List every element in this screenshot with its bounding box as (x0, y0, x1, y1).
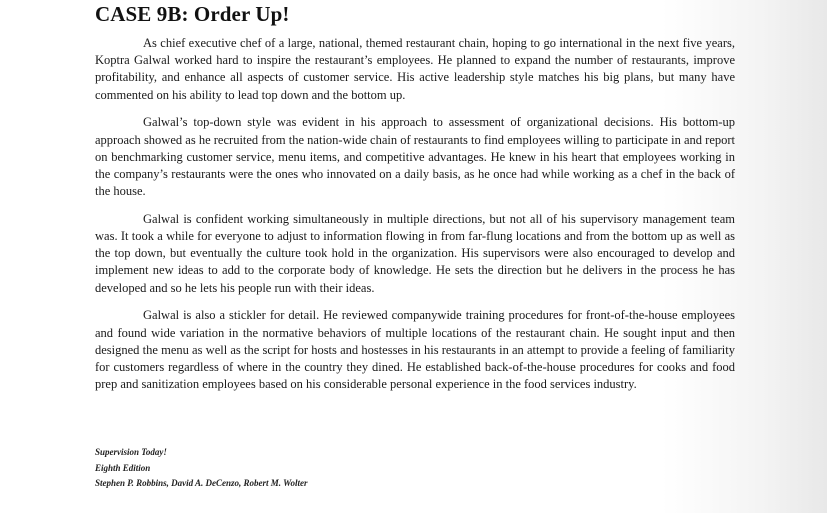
case-body (95, 35, 735, 404)
citation-book-title: Supervision Today! (95, 447, 167, 457)
citation-edition: Eighth Edition (95, 462, 151, 473)
case-title: CASE 9B: Order Up! (95, 2, 290, 26)
source-citation (95, 445, 307, 492)
citation-authors: Stephen P. Robbins, David A. DeCenzo, Robert M. Wolter (95, 478, 308, 488)
paragraph-1: As chief executive chef of a large, national, themed restaurant chain, hoping to go international in the next five years, Koptra Galwal worked hard to inspire the restaurant’s employees. He planned to expand the number of restaurants, improve profitability, and enhance all aspects of customer service. His active leadership style matches his big plans, but many have commented on his ability to lead top down and the bottom up. (95, 36, 735, 102)
paragraph-3: Galwal is confident working simultaneously in multiple directions, but not all of his supervisory management team was. It took a while for everyone to adjust to information flowing in from far-flung locations and from the bottom up as well as the top down, but eventually the culture took hold in the organization. His supervisors were also encouraged to develop and implement new ideas to add to the corporate body of knowledge. He sets the direction but he delivers in the process he has developed and so he lets his people run with their ideas. (95, 211, 735, 295)
paragraph-4: Galwal is also a stickler for detail. He reviewed companywide training procedures for front-of-the-house employees and found wide variation in the normative behaviors of multiple locations of the restaurant chain. He sought input and then designed the menu as well as the script for hosts and hostesses in his restaurants in an attempt to provide a feeling of familiarity for customers regardless of where in the country they dined. He established back-of-the-house procedures for cooks and food prep and sanitization employees based on his considerable personal experience in the food services industry. (95, 308, 735, 392)
paragraph-2: Galwal’s top-down style was evident in his approach to assessment of organizational decisions. His bottom-up approach showed as he recruited from the nation-wide chain of restaurants to find employees willing to participate in and report on benchmarking customer service, menu items, and competitive advantages. He knew in his heart that employees working in the company’s restaurants were the ones who innovated on a daily basis, as he once had while working as a chef in the back of the house. (95, 115, 735, 199)
